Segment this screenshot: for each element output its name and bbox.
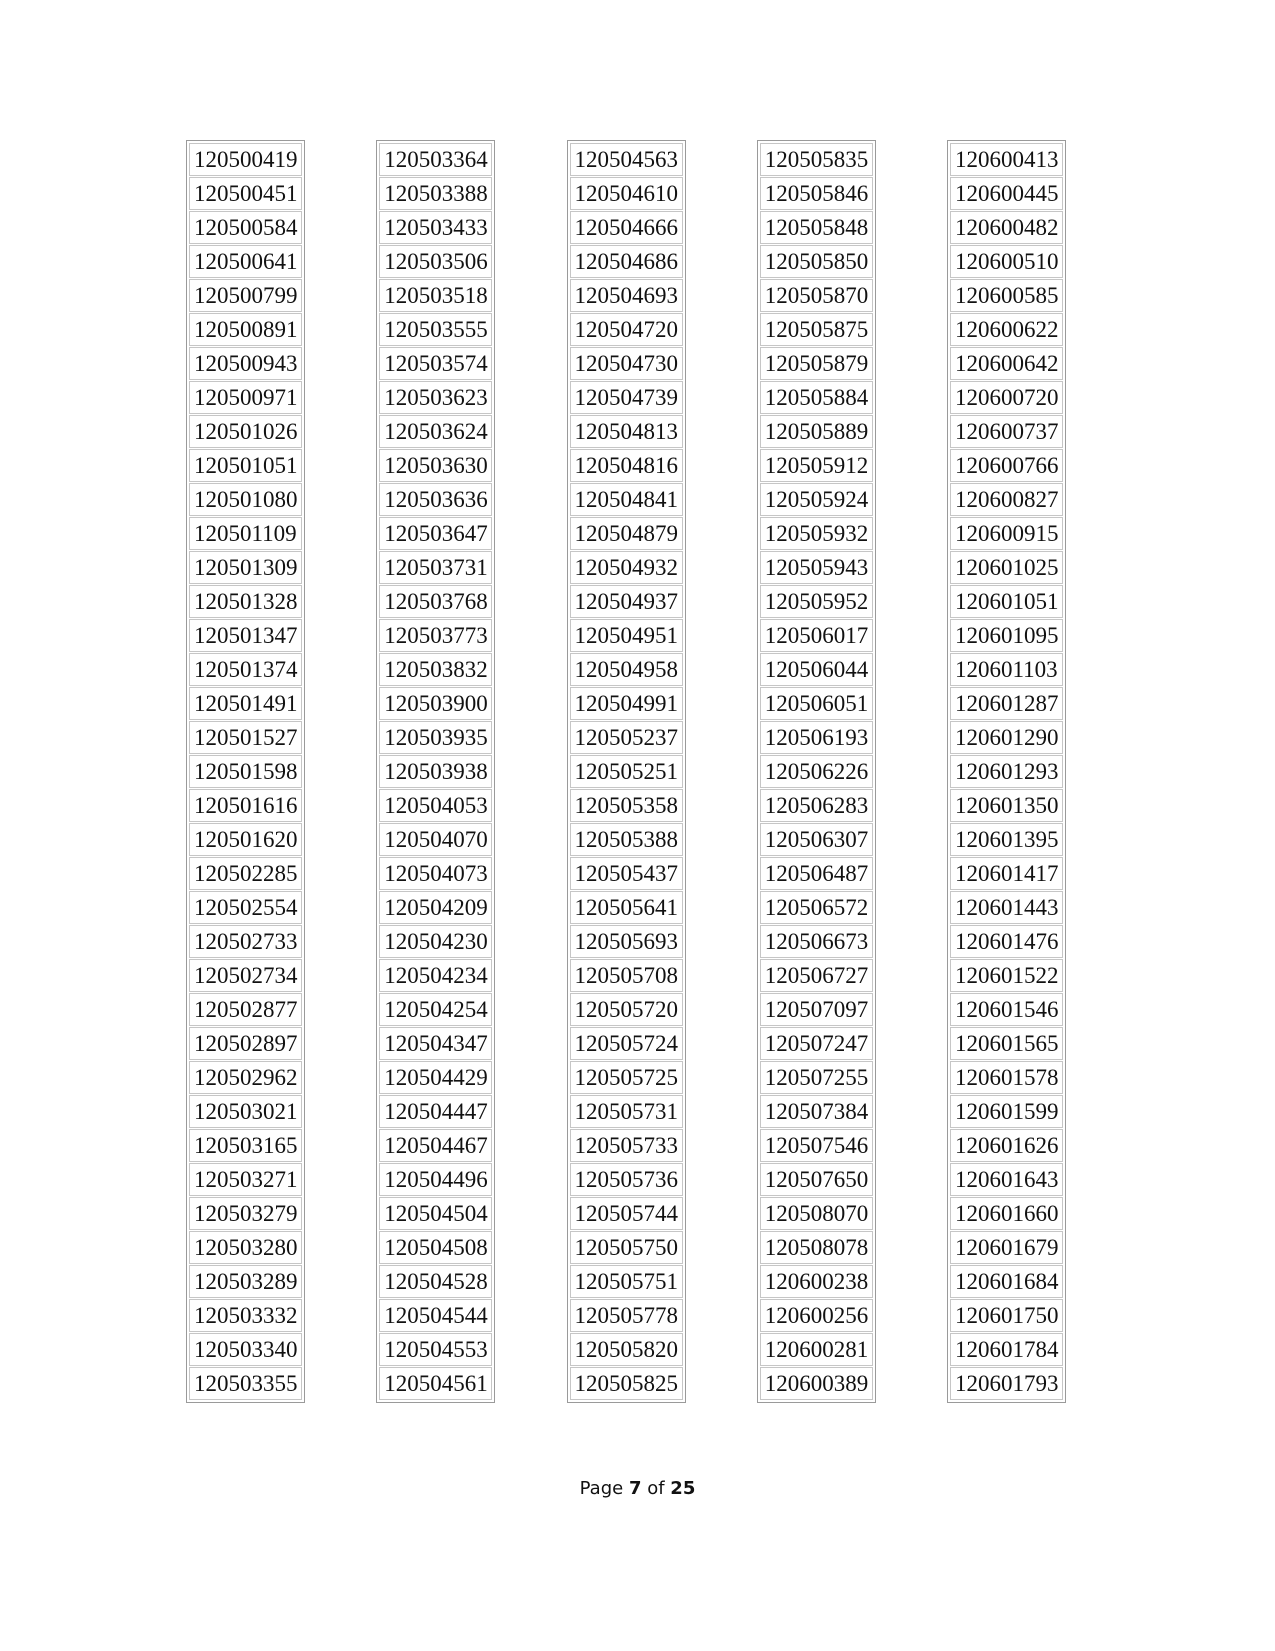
- table-cell: 120504347: [379, 1027, 492, 1060]
- table-cell: 120505388: [570, 823, 683, 856]
- table-cell: 120501347: [189, 619, 302, 652]
- table-cell: 120503388: [379, 177, 492, 210]
- table-cell: 120601599: [950, 1095, 1063, 1128]
- table-cell: 120501374: [189, 653, 302, 686]
- table-cell: 120504666: [570, 211, 683, 244]
- table-cell: 120504544: [379, 1299, 492, 1332]
- table-cell: 120505846: [760, 177, 873, 210]
- table-cell: 120501328: [189, 585, 302, 618]
- table-cell: 120600642: [950, 347, 1063, 380]
- table-cell: 120507247: [760, 1027, 873, 1060]
- table-cell: 120503636: [379, 483, 492, 516]
- table-cell: 120506226: [760, 755, 873, 788]
- table-cell: 120600737: [950, 415, 1063, 448]
- table-cell: 120502962: [189, 1061, 302, 1094]
- table-cell: 120506283: [760, 789, 873, 822]
- table-cell: 120505932: [760, 517, 873, 550]
- table-cell: 120505251: [570, 755, 683, 788]
- table-cell: 120601290: [950, 721, 1063, 754]
- table-cell: 120508078: [760, 1231, 873, 1264]
- table-cell: 120506017: [760, 619, 873, 652]
- number-table: [186, 140, 305, 1403]
- table-cell: 120505850: [760, 245, 873, 278]
- table-cell: 120500584: [189, 211, 302, 244]
- table-cell: 120505778: [570, 1299, 683, 1332]
- number-table: [376, 140, 495, 1403]
- table-cell: 120601417: [950, 857, 1063, 890]
- table-cell: 120504841: [570, 483, 683, 516]
- table-cell: 120601395: [950, 823, 1063, 856]
- table-cell: 120504504: [379, 1197, 492, 1230]
- table-cell: 120503647: [379, 517, 492, 550]
- table-cell: 120502877: [189, 993, 302, 1026]
- table-cell: 120601643: [950, 1163, 1063, 1196]
- table-cell: 120504693: [570, 279, 683, 312]
- table-cell: 120504813: [570, 415, 683, 448]
- table-cell: 120503332: [189, 1299, 302, 1332]
- table-cell: 120501491: [189, 687, 302, 720]
- table-cell: 120601476: [950, 925, 1063, 958]
- table-cell: 120505720: [570, 993, 683, 1026]
- table-cell: 120500451: [189, 177, 302, 210]
- table-cell: 120504053: [379, 789, 492, 822]
- table-cell: 120600510: [950, 245, 1063, 278]
- table-cell: 120601103: [950, 653, 1063, 686]
- table-cell: 120506572: [760, 891, 873, 924]
- table-cell: 120505358: [570, 789, 683, 822]
- table-cell: 120504508: [379, 1231, 492, 1264]
- table-cell: 120504429: [379, 1061, 492, 1094]
- table-cell: 120505724: [570, 1027, 683, 1060]
- table-cell: 120503271: [189, 1163, 302, 1196]
- table-cell: 120501080: [189, 483, 302, 516]
- table-cell: 120506051: [760, 687, 873, 720]
- table-cell: 120600915: [950, 517, 1063, 550]
- table-cell: 120505725: [570, 1061, 683, 1094]
- table-cell: 120503773: [379, 619, 492, 652]
- table-cell: 120500891: [189, 313, 302, 346]
- table-cell: 120507097: [760, 993, 873, 1026]
- table-cell: 120500641: [189, 245, 302, 278]
- table-cell: 120504496: [379, 1163, 492, 1196]
- table-cell: 120503279: [189, 1197, 302, 1230]
- table-cell: 120504467: [379, 1129, 492, 1162]
- number-table: [947, 140, 1066, 1403]
- table-cell: 120508070: [760, 1197, 873, 1230]
- table-cell: 120600622: [950, 313, 1063, 346]
- table-cell: 120601684: [950, 1265, 1063, 1298]
- table-cell: 120600238: [760, 1265, 873, 1298]
- table-cell: 120502554: [189, 891, 302, 924]
- table-cell: 120505889: [760, 415, 873, 448]
- page-prefix: Page: [579, 1478, 624, 1499]
- table-cell: 120600766: [950, 449, 1063, 482]
- table-cell: 120504447: [379, 1095, 492, 1128]
- table-cell: 120505750: [570, 1231, 683, 1264]
- table-cell: 120503518: [379, 279, 492, 312]
- table-cell: 120502897: [189, 1027, 302, 1060]
- table-cell: 120505708: [570, 959, 683, 992]
- table-cell: 120507384: [760, 1095, 873, 1128]
- table-cell: 120504730: [570, 347, 683, 380]
- table-cell: 120600482: [950, 211, 1063, 244]
- table-cell: 120504739: [570, 381, 683, 414]
- table-cell: 120507255: [760, 1061, 873, 1094]
- table-cell: 120505943: [760, 551, 873, 584]
- table-cell: 120504528: [379, 1265, 492, 1298]
- table-cell: 120503900: [379, 687, 492, 720]
- table-cell: 120501527: [189, 721, 302, 754]
- table-cell: 120504879: [570, 517, 683, 550]
- table-cell: 120500943: [189, 347, 302, 380]
- table-cell: 120503555: [379, 313, 492, 346]
- page-current: 7: [628, 1478, 642, 1499]
- table-cell: 120504686: [570, 245, 683, 278]
- table-cell: 120503355: [189, 1367, 302, 1400]
- table-cell: 120503731: [379, 551, 492, 584]
- table-cell: 120504816: [570, 449, 683, 482]
- table-cell: 120503935: [379, 721, 492, 754]
- table-cell: 120505912: [760, 449, 873, 482]
- table-cell: 120601522: [950, 959, 1063, 992]
- table-cell: 120501026: [189, 415, 302, 448]
- table-cell: 120502734: [189, 959, 302, 992]
- table-cell: 120601565: [950, 1027, 1063, 1060]
- table-cell: 120503768: [379, 585, 492, 618]
- table-cell: 120601626: [950, 1129, 1063, 1162]
- table-cell: 120500419: [189, 143, 302, 176]
- table-cell: 120504958: [570, 653, 683, 686]
- table-cell: 120504610: [570, 177, 683, 210]
- table-cell: 120507546: [760, 1129, 873, 1162]
- table-cell: 120503574: [379, 347, 492, 380]
- table-cell: 120505952: [760, 585, 873, 618]
- table-cell: 120501309: [189, 551, 302, 584]
- table-cell: 120600389: [760, 1367, 873, 1400]
- table-cell: 120502285: [189, 857, 302, 890]
- table-cell: 120601350: [950, 789, 1063, 822]
- table-cell: 120505879: [760, 347, 873, 380]
- table-cell: 120600585: [950, 279, 1063, 312]
- page-footer: [0, 1478, 1275, 1499]
- table-cell: 120600413: [950, 143, 1063, 176]
- table-cell: 120505744: [570, 1197, 683, 1230]
- table-cell: 120504561: [379, 1367, 492, 1400]
- page-of: of: [647, 1478, 665, 1499]
- table-cell: 120504234: [379, 959, 492, 992]
- table-cell: 120501598: [189, 755, 302, 788]
- table-cell: 120501109: [189, 517, 302, 550]
- table-cell: 120503938: [379, 755, 492, 788]
- table-cell: 120506307: [760, 823, 873, 856]
- table-cell: 120601784: [950, 1333, 1063, 1366]
- table-cell: 120505825: [570, 1367, 683, 1400]
- table-cell: 120504991: [570, 687, 683, 720]
- table-cell: 120601793: [950, 1367, 1063, 1400]
- table-cell: 120504254: [379, 993, 492, 1026]
- table-cell: 120600256: [760, 1299, 873, 1332]
- table-cell: 120505437: [570, 857, 683, 890]
- table-cell: 120601025: [950, 551, 1063, 584]
- table-cell: 120505875: [760, 313, 873, 346]
- table-cell: 120500799: [189, 279, 302, 312]
- table-cell: 120505641: [570, 891, 683, 924]
- table-cell: 120500971: [189, 381, 302, 414]
- table-cell: 120502733: [189, 925, 302, 958]
- table-cell: 120600281: [760, 1333, 873, 1366]
- table-cell: 120504209: [379, 891, 492, 924]
- table-cell: 120503340: [189, 1333, 302, 1366]
- table-cell: 120501051: [189, 449, 302, 482]
- table-cell: 120504951: [570, 619, 683, 652]
- table-cell: 120601750: [950, 1299, 1063, 1332]
- table-cell: 120601679: [950, 1231, 1063, 1264]
- table-cell: 120507650: [760, 1163, 873, 1196]
- table-cell: 120600827: [950, 483, 1063, 516]
- table-cell: 120600720: [950, 381, 1063, 414]
- number-table: [567, 140, 686, 1403]
- table-cell: 120601443: [950, 891, 1063, 924]
- table-cell: 120504720: [570, 313, 683, 346]
- table-cell: 120503364: [379, 143, 492, 176]
- table-cell: 120601578: [950, 1061, 1063, 1094]
- table-cell: 120503280: [189, 1231, 302, 1264]
- table-cell: 120503165: [189, 1129, 302, 1162]
- number-columns: [186, 140, 1066, 1403]
- table-cell: 120503630: [379, 449, 492, 482]
- table-cell: 120505693: [570, 925, 683, 958]
- table-cell: 120505736: [570, 1163, 683, 1196]
- table-cell: 120503624: [379, 415, 492, 448]
- table-cell: 120601095: [950, 619, 1063, 652]
- table-cell: 120503832: [379, 653, 492, 686]
- table-cell: 120506673: [760, 925, 873, 958]
- table-cell: 120600445: [950, 177, 1063, 210]
- table-cell: 120504073: [379, 857, 492, 890]
- table-cell: 120505870: [760, 279, 873, 312]
- table-cell: 120601287: [950, 687, 1063, 720]
- table-cell: 120601660: [950, 1197, 1063, 1230]
- table-cell: 120501620: [189, 823, 302, 856]
- table-cell: 120503506: [379, 245, 492, 278]
- table-cell: 120505820: [570, 1333, 683, 1366]
- table-cell: 120503021: [189, 1095, 302, 1128]
- table-cell: 120505751: [570, 1265, 683, 1298]
- table-cell: 120504937: [570, 585, 683, 618]
- table-cell: 120505884: [760, 381, 873, 414]
- table-cell: 120505237: [570, 721, 683, 754]
- table-cell: 120505924: [760, 483, 873, 516]
- page-total: 25: [670, 1478, 696, 1499]
- table-cell: 120505731: [570, 1095, 683, 1128]
- table-cell: 120504553: [379, 1333, 492, 1366]
- table-cell: 120503433: [379, 211, 492, 244]
- table-cell: 120506044: [760, 653, 873, 686]
- table-cell: 120601051: [950, 585, 1063, 618]
- table-cell: 120503623: [379, 381, 492, 414]
- table-cell: 120505835: [760, 143, 873, 176]
- table-cell: 120504563: [570, 143, 683, 176]
- table-cell: 120503289: [189, 1265, 302, 1298]
- table-cell: 120501616: [189, 789, 302, 822]
- table-cell: 120504932: [570, 551, 683, 584]
- table-cell: 120504230: [379, 925, 492, 958]
- table-cell: 120506487: [760, 857, 873, 890]
- table-cell: 120506727: [760, 959, 873, 992]
- table-cell: 120601546: [950, 993, 1063, 1026]
- table-cell: 120505733: [570, 1129, 683, 1162]
- table-cell: 120505848: [760, 211, 873, 244]
- number-table: [757, 140, 876, 1403]
- table-cell: 120504070: [379, 823, 492, 856]
- table-cell: 120601293: [950, 755, 1063, 788]
- table-cell: 120506193: [760, 721, 873, 754]
